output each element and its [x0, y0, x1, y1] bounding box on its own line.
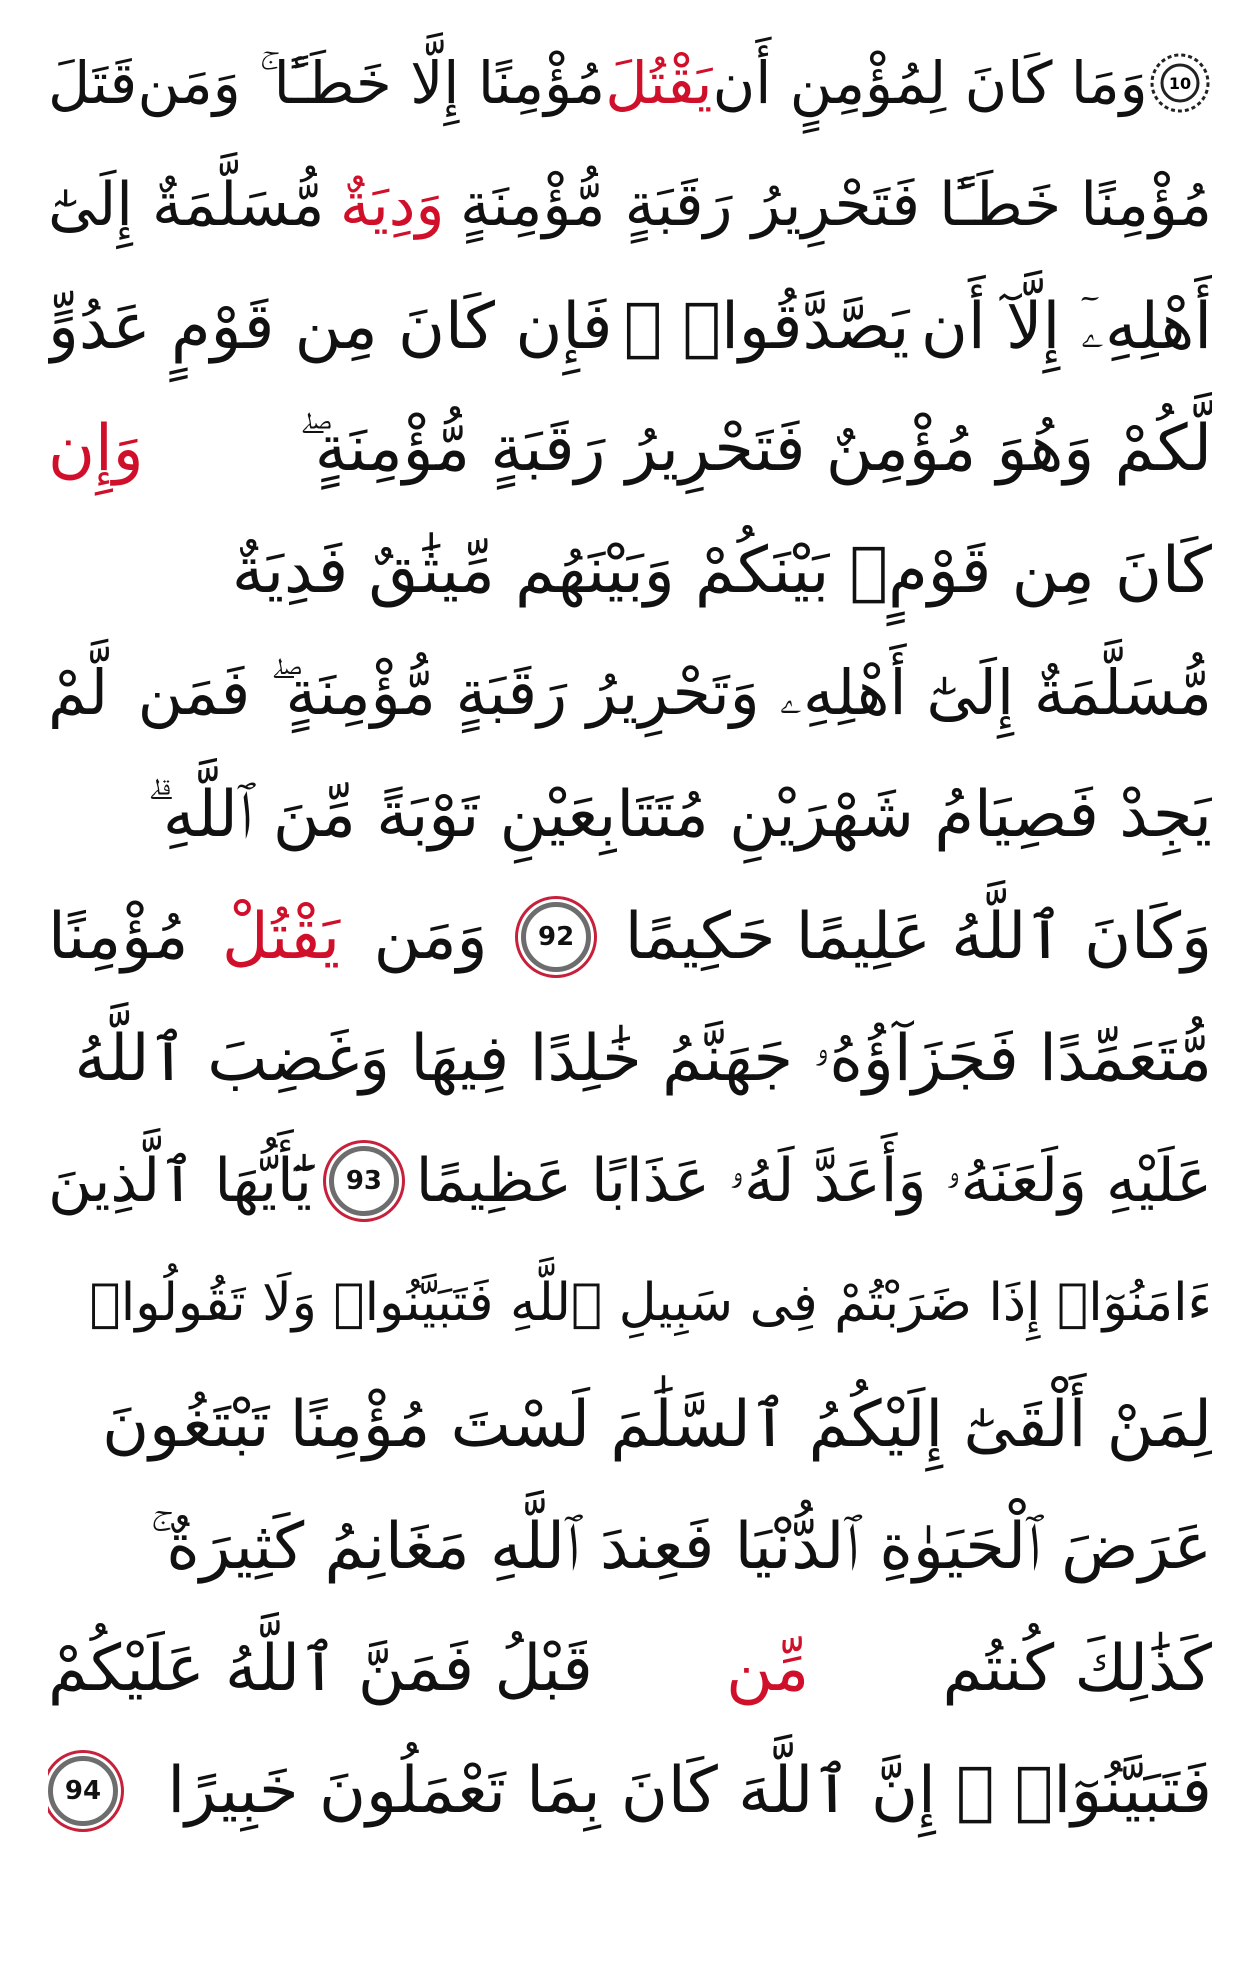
- verse-text: فَتَبَيَّنُوٓا۟ ۚ إِنَّ ٱللَّهَ كَانَ بِمَا تَعْمَلُونَ خَبِيرًا: [167, 1754, 1212, 1828]
- verse-text: يَقْتُلْ: [222, 900, 340, 974]
- text-line: [48, 388, 1212, 510]
- verse-text: مُّسَلَّمَةٌ إِلَىٰٓ: [48, 170, 325, 240]
- verse-text: قَتَلَ: [48, 49, 138, 117]
- verse-text: يَٰٓأَيُّهَا ٱلَّذِينَ: [48, 1146, 313, 1216]
- verse-text: ءَامَنُوٓا۟ إِذَا ضَرَبْتُمْ فِى سَبِيلِ ٱللَّهِ فَتَبَيَّنُوا۟ وَلَا تَقُولُوا۟: [89, 1273, 1212, 1333]
- verse-text: وَمَن: [373, 900, 488, 974]
- text-line: [48, 144, 1212, 266]
- verse-text: أَهْلِهِۦٓ إِلَّآ أَن: [920, 290, 1212, 364]
- verse-text: وَدِيَةٌ: [339, 170, 445, 240]
- text-line: [48, 1730, 1212, 1852]
- text-line: [48, 1364, 1212, 1486]
- text-line: [48, 510, 1212, 632]
- juz-marker-icon: [1148, 51, 1212, 115]
- text-line: [48, 1486, 1212, 1608]
- ayah-number-marker: 94: [48, 1756, 118, 1826]
- verse-text: عَلَيْهِ وَلَعَنَهُۥ وَأَعَدَّ لَهُۥ عَذَابًا عَظِيمًا: [415, 1146, 1212, 1216]
- verse-text: لَّمْ: [48, 656, 109, 729]
- text-line: [48, 876, 1212, 998]
- text-line: [48, 998, 1212, 1120]
- text-line: [48, 22, 1212, 144]
- verse-text: يَقْتُلَ: [605, 49, 713, 117]
- verse-text: عَرَضَ ٱلْحَيَوٰةِ ٱلدُّنْيَا فَعِندَ ٱللَّهِ مَغَانِمُ كَثِيرَةٌ ۚ: [150, 1510, 1212, 1584]
- verse-text: وَإِن: [48, 412, 144, 486]
- verse-text: مُؤْمِنًا: [48, 900, 189, 974]
- verse-text: كَانَ مِن قَوْمٍۭ بَيْنَكُمْ وَبَيْنَهُم مِّيثَٰقٌ فَدِيَةٌ: [231, 534, 1212, 608]
- ayah-number-marker: 93: [329, 1146, 399, 1216]
- text-line: [48, 1608, 1212, 1730]
- juz-marker-number: 10: [1168, 74, 1192, 93]
- text-line: [48, 632, 1212, 754]
- verse-text: يَصَّدَّقُوا۟ ۚ: [623, 290, 910, 364]
- verse-text: مُّتَعَمِّدًا فَجَزَآؤُهُۥ جَهَنَّمُ خَٰلِدًا فِيهَا وَغَضِبَ ٱللَّهُ: [74, 1022, 1212, 1096]
- ayah-number-marker: 92: [521, 902, 591, 972]
- verse-text: مُؤْمِنًا خَطَـًٔا فَتَحْرِيرُ رَقَبَةٍ مُّؤْمِنَةٍ: [459, 170, 1212, 240]
- verse-text: مُؤْمِنًا إِلَّا خَطَـًٔا ۚ وَمَن: [137, 49, 606, 117]
- verse-text: وَكَانَ ٱللَّهُ عَلِيمًا حَكِيمًا: [624, 900, 1212, 974]
- verse-text: فَإِن كَانَ مِن قَوْمٍ عَدُوٍّ: [48, 290, 613, 364]
- text-line: [48, 1120, 1212, 1242]
- text-line: [48, 266, 1212, 388]
- text-line: [48, 754, 1212, 876]
- text-line: [48, 1242, 1212, 1364]
- verse-text: وَمَا كَانَ لِمُؤْمِنٍ أَن: [712, 49, 1148, 117]
- verse-text: كَذَٰلِكَ كُنتُم: [942, 1632, 1212, 1706]
- verse-text: يَجِدْ فَصِيَامُ شَهْرَيْنِ مُتَتَابِعَيْنِ تَوْبَةً مِّنَ ٱللَّهِ ۗ: [146, 778, 1212, 852]
- verse-text: قَبْلُ فَمَنَّ ٱللَّهُ عَلَيْكُمْ: [48, 1632, 593, 1706]
- verse-text: مِّن: [726, 1632, 810, 1706]
- verse-text: لِمَنْ أَلْقَىٰٓ إِلَيْكُمُ ٱلسَّلَٰمَ لَسْتَ مُؤْمِنًا تَبْتَغُونَ: [102, 1388, 1212, 1462]
- verse-text: لَّكُمْ وَهُوَ مُؤْمِنٌ فَتَحْرِيرُ رَقَبَةٍ مُّؤْمِنَةٍ ۖ: [298, 412, 1212, 486]
- verse-text: مُّسَلَّمَةٌ إِلَىٰٓ أَهْلِهِۦ وَتَحْرِيرُ رَقَبَةٍ مُّؤْمِنَةٍ ۖ فَمَن: [137, 656, 1212, 729]
